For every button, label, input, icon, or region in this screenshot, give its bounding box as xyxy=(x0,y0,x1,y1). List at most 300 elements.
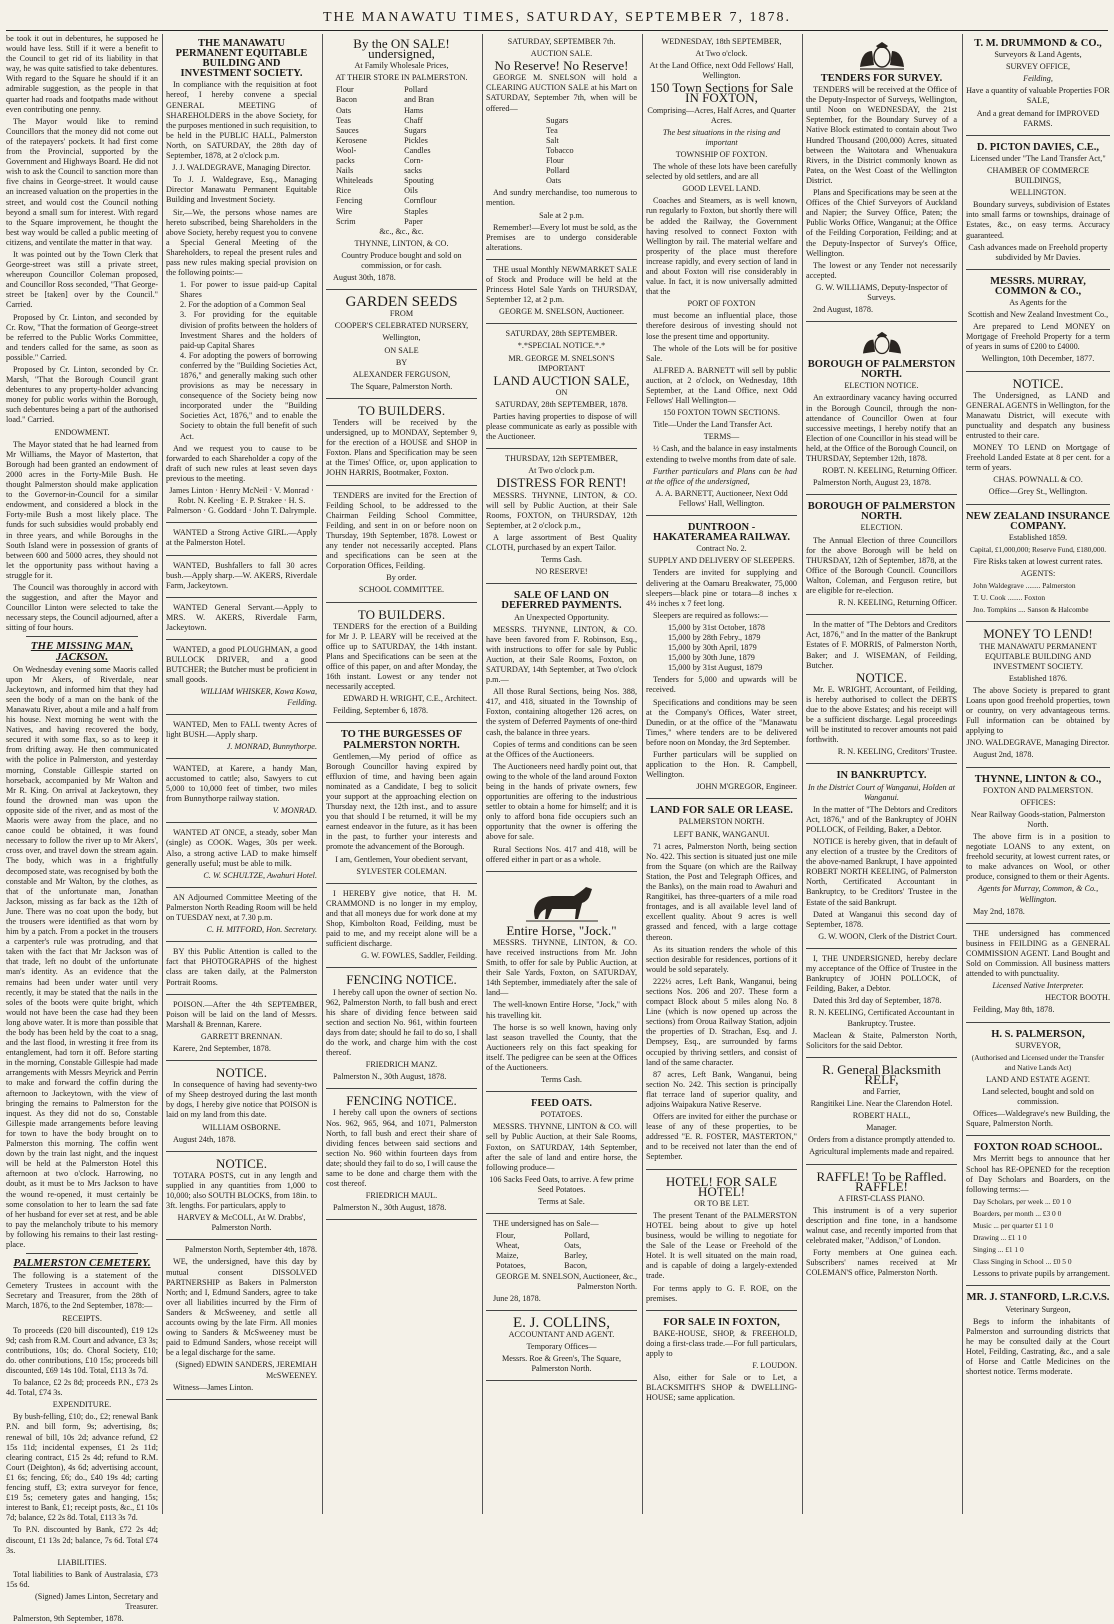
signature: HARVEY & McCOLL, At W. Drabbs', Palmerston North. xyxy=(177,1213,306,1233)
ad-text: BY this Public Attention is called to the fact that PHOTOGRAPHS of the highest class are taken daily, at the Palmerston Portrait Rooms. xyxy=(166,947,317,987)
ad-text: Dated this 3rd day of September, 1878. xyxy=(813,996,942,1006)
ad-poison xyxy=(166,997,317,1061)
ad-subtitle: LAND AND ESTATE AGENT. xyxy=(986,1074,1090,1084)
ad-fowles xyxy=(326,886,477,969)
list-item: 15,000 by 31st August, 1879 xyxy=(668,663,763,673)
ad-text: To J. J. Waldegrave, Esq., Managing Director Manawatu Permanent Equitable Building and Investment Society. xyxy=(166,175,317,205)
ad-pownall xyxy=(966,374,1110,505)
ad-subtitle: WELLINGTON. xyxy=(1009,188,1066,198)
ad-title: R. General Blacksmith RELF, xyxy=(822,1061,941,1087)
list-item: Boarders, per month ... £3 0 0 xyxy=(973,1208,1062,1218)
ad-text: Rural Sections Nos. 417 and 418, will be offered either in part or as a whole. xyxy=(486,844,637,864)
ad-title: FENCING NOTICE. xyxy=(346,972,457,988)
ad-text: WANTED, a good PLOUGHMAN, a good BULLOCK DRIVER, and a good BUTCHER; the Butcher must be proficient in small goods. xyxy=(166,645,317,685)
ad-palmerson-surveyor xyxy=(966,1025,1110,1137)
ad-text: TENDERS for the erection of a Building for Mr J. P. LEARY will be received at the office up to SATURDAY, the 14th instant. Plans and Specifications can be seen at the office of this paper, on and after Monday, the 16th instant. Lowest or any tender not necessarily accepted. xyxy=(326,621,477,692)
ad-text: Established 1859. xyxy=(1008,532,1068,542)
ad-text: Lessons to private pupils by arrangement. xyxy=(973,1269,1110,1279)
ad-text: ON SALE xyxy=(384,345,419,355)
ad-text: Cash advances made on Freehold property subdivided by Mr Davies. xyxy=(968,242,1108,262)
ad-text: And sundry merchandise, too numerous to mention. xyxy=(486,188,637,208)
ad-title: BOROUGH OF PALMERSTON NORTH. xyxy=(807,501,956,523)
ad-subtitle: SUPPLY AND DELIVERY OF SLEEPERS. xyxy=(648,556,795,566)
list-item: Kerosene xyxy=(336,135,367,145)
ad-text: Manager. xyxy=(866,1123,897,1133)
ad-text: Gentlemen,—My period of office as Borough Councillor having expired by effluxion of time, and having been again nominated as a Candidate, I beg to solicit your support at the approaching election on Thursday next, the 12th inst., and to assure you that should I be returned, it will be my earnest endeavor in the future, as it has been in the past, to further your interests and promote the advancement of the Borough. xyxy=(326,751,477,852)
ad-title: FENCING NOTICE. xyxy=(346,1093,457,1109)
ad-garden-seeds xyxy=(326,292,477,399)
signature: WILLIAM OSBORNE. xyxy=(202,1122,281,1132)
ad-title: NOTICE. xyxy=(216,1155,267,1171)
ad-text: TOTARA POSTS, cut in any length and supplied in any quantities from 1,000 to 10,000; also SOUTH BLOCKS, from 18in. to 3ft. lengths. For particulars, apply to xyxy=(166,1170,317,1211)
list-item: 1. For power to issue paid-up Capital Shares xyxy=(180,280,317,300)
list-item: Spouting xyxy=(404,176,434,186)
ad-title: TO BUILDERS. xyxy=(357,606,446,622)
ad-text: I HEREBY give notice, that H. M. CRAMMOND is no longer in my employ, and that all moneys due for work done at my Shop, Kimbolton Road, Feilding, must be paid to me, and my receipt alone will be a sufficient discharge. xyxy=(326,888,477,949)
signature: GARRETT BRENNAN. xyxy=(200,1031,283,1041)
ad-text: OFFICES: xyxy=(1020,797,1056,807)
article-text: Total liabilities to Bank of Australasia, £73 15s 6d. xyxy=(6,1569,158,1589)
ad-feilding-school xyxy=(326,488,477,603)
ad-text: The present Tenant of the PALMERSTON HOTEL being about to give up hotel business, would be willing to negotiate for the Sale of the Lease or Freehold of the Hotel. It is well situated on the main road, and is capable of doing a largely-extended trade. xyxy=(646,1210,797,1281)
list-item: Drawing ... £1 1 0 xyxy=(973,1233,1027,1243)
ad-title: MR. GEORGE M. SNELSON'S IMPORTANT xyxy=(508,353,615,373)
article-text: On Wednesday evening some Maoris called upon Mr Akers, of Riverdale, near Jackeytown, and informed him that they had seen the body of a man on the bank of the Manawatu River, about a mile and a half from his house. Next morning he went with the Natives, and having recovered the body, secured it with some flax, so as to keep it from drifting away. He then communicated with the police in Palmerston, and yesterday morning, Constable Gillespie started on horseback, accompanied by Mr Walton and Mr R. King. On arrival at Jackeytown, they found the drowned man was upon the opposite side of the river, and as most of the Maoris were away from the place, and no canoe could be obtained, it was found necessary to follow the river up to Mr Akers', cross over, and travel down the stream again. The body, which was in a frightfully decomposed state, was recognised by both the constable and Mr Walton, by the clothes, as that of the unfortunate man, Jonathan Jackson, missing as far back as the 12th of June. There was no coat upon the body, but the trousers were identified as that worn by him by a patch. From a pocket in the trousers a carpenter's rule was protruding, and that taken with the fact that Mr Jackson was of that trade, left no doubt of the unfortunate man's identity. As an evidence that the remains had been under water until very recently, it may be stated that the nails in the soles of the boots were quite bright, which would not have been the case had they been long above water. It is more than possible that the body has been held by the coat to a snag, and the last flood, in wresting it free from its entanglement, had torn it off. Before starting in the morning, Constable Gillespie had made arrangements with Messrs Meyrick and Perrin to make and forward the coffin during the afternoon to Jackeytown, with the view of bringing the remains to Palmerston for the inquest. As they did not do so, Constable Gillespie made arrangements before leaving for town to have the body brought on to Palmerston this morning. The coffin went down by the train last night, and the inquest will be held at the Palmerston Hotel this afternoon at two o'clock. Harrowing, no doubt, as it must be to Mrs Jackson to have the wound re-opened, it must certainly be some consolation to her to learn the sad fate of her husband for ever set at rest, and be able to pay the melancholy tribute to his memory by following his remains to their last resting-place. xyxy=(6,664,158,1249)
ad-title: SALE OF LAND ON DEFERRED PAYMENTS. xyxy=(501,590,622,612)
ad-text: *.*SPECIAL NOTICE.*.* xyxy=(517,341,606,351)
ad-text: Title—Under the Land Transfer Act. xyxy=(653,420,773,430)
ad-wanted-ploughman xyxy=(166,642,317,715)
subheading: ENDOWMENT. xyxy=(54,427,110,437)
ad-text: The Auctioneers need hardly point out, that owing to the whole of the land around Foxton being in the hands of private owners, few opportunities are offering to the industrious settler to obtain a home for himself; and it is only to afford bona fide occupiers such an opportunity that the owner is offering the above for sale. xyxy=(486,761,637,842)
ad-election-notice xyxy=(806,324,957,495)
list-item: Sugars xyxy=(404,125,427,135)
ad-text: The Square, Palmerston North. xyxy=(350,381,453,391)
ad-text: The above Society is prepared to grant Loans upon good freehold properties, town or country, on very advantageous terms. Full information can be obtained by applying to xyxy=(966,685,1110,736)
ad-subtitle: GOOD LEVEL LAND. xyxy=(682,184,761,194)
ad-trustee-acceptance xyxy=(806,951,957,1058)
ad-subtitle: TOWNSHIP OF FOXTON. xyxy=(675,149,768,159)
article-text: By bush-felling, £10; do., £2; renewal Bank P.N. and bill form, 9s; advertising, 8s; renewal of bill, 10s 2d; advance refund, £2 15s 11d; incidental expenses, £1 2s 11d; clearing contract, £15 2s 4d; refund to R.M. Court (Deighton), 4s 6d; advertising account, £1 6s; fencing, £6; do., £40 19s 4d; carting fencing stuff, £3; extra surveyor for fence, £19 5s; cemetery gates and hanging, 15s; interest to Bank, £1; receipt posts, &c., £1 10s 7d; balance, £2 2s 8d. Total, £113 3s 7d. xyxy=(6,1412,158,1523)
ad-title: MR. J. STANFORD, L.R.C.V.S. xyxy=(966,1292,1110,1304)
ad-text: And we request you to cause to be forwarded to each Shareholder a copy of the draft of such new rules at least seven days previous to the meeting. xyxy=(166,443,317,483)
ad-text: Coaches and Steamers, as is well known, run regularly to Foxton, but shortly there will be added the Railway, the Government having resolved to connect Foxton with Wellington by rail. The material welfare and prosperity of the place must therefore increase rapidly, and every section of land in and about Foxton will rise considerably in value. In fact, it is now universally admitted that the xyxy=(646,196,797,297)
ad-title: DISTRESS FOR RENT! xyxy=(496,475,627,491)
ad-text: Fire Risks taken at lowest current rates. xyxy=(973,556,1103,566)
article-text: The Mayor would like to remind Councillors that the money did not come out of the ratepayers' pockets. It had first come from the Provincial, supported by the Government and Highways Board. He did not wish to ask the Council to sanction more than five chains in George-street. It would cause an increased valuation on the properties in the street, and would cost the Council nothing beyond a small sum for interest. With regard to the Square improvement, he thought the best way would be called a public meeting of citizens, and ventilate the matter in that way. xyxy=(6,116,158,247)
signature: (Signed) James Linton, Secretary and Treasurer. xyxy=(34,1591,158,1612)
list-item: T. U. Cook ........ Foxton xyxy=(973,593,1046,603)
signature: SYLVESTER COLEMAN. xyxy=(356,866,447,876)
ad-text: Contract No. 2. xyxy=(696,544,747,554)
list-item: Music ... per quarter £1 1 0 xyxy=(973,1221,1054,1230)
column-2 xyxy=(164,34,319,1518)
ad-text: At Two o'clock p.m. xyxy=(528,466,595,476)
article-text: The following is a statement of the Cemetery Trustees in account with the Secretary and Treasurer, from the 28th of March, 1876, to the 2nd September, 1878:— xyxy=(6,1271,158,1311)
article-text: Proposed by Cr. Linton, seconded by Cr. Marsh, "That the Borough Council grant debentures to any property-holder advancing money for public works within the Borough, such debentures being a part of the authorised load." Carried. xyxy=(6,365,158,425)
column-7 xyxy=(964,34,1112,1518)
ad-nz-insurance xyxy=(966,507,1110,623)
ad-title: T. M. DRUMMOND & CO., xyxy=(974,38,1102,49)
signature: C. W. SCHULTZE, Awahuri Hotel. xyxy=(203,870,317,880)
ad-text: Office—Grey St., Wellington. xyxy=(988,487,1088,497)
ad-text: ½ Cash, and the balance in easy instalments extending to twelve months from date of sale. xyxy=(646,444,797,464)
goods-left xyxy=(336,85,399,226)
ad-text: Offers are invited for either the purchase or lease of any of these properties, to be addressed "E. R. FOSTER, MASTERTON," and to be received not later than the end of September. xyxy=(646,1112,797,1162)
ad-survey-tenders xyxy=(806,34,957,322)
goods-left xyxy=(496,1231,559,1271)
ad-title: FOR SALE IN FOXTON, xyxy=(663,1316,780,1328)
ad-title: TENDERS FOR SURVEY. xyxy=(820,73,943,84)
ad-text: NOTICE is hereby given, that in default of any election of a trustee by the Creditors of the above-named Bankrupt, I have appointed ROBERT NORTH KEELING, of Palmerston North, Certificated Accountant in Bankruptcy, to be Creditors' Trustee in the Estate of the said Bankrupt. xyxy=(806,837,957,907)
ad-text: And a great demand for IMPROVED FARMS. xyxy=(976,108,1100,128)
ad-text: The whole of these lots have been carefully selected by old settlers, and are all xyxy=(646,162,797,182)
ad-subtitle: ELECTION. xyxy=(860,523,903,533)
list-item: Pollard xyxy=(546,166,570,176)
ad-subtitle: THE MANAWATU PERMANENT EQUITABLE BUILDING AND INVESTMENT SOCIETY. xyxy=(979,641,1097,671)
list-item: Scrim xyxy=(336,216,356,226)
sleepers-schedule xyxy=(668,623,797,673)
ad-collins xyxy=(486,1313,637,1381)
article-text: The Mayor stated that he had learned from Mr Williams, the Mayor of Masterton, that Borough had been granted an endowment of 2000 acres in the Forty-Mile Bush. He thought Palmerston should make application to the Governor-in-Council for a similar endowment, and considered a block in the Forty-mile Bush a most likely place. The funds for such subsidies would probably end in three years, and while Boroughs in the South Island were in possession of grants of between 600 and 5000 acres, they should not let the opportunity pass without having a struggle for it. xyxy=(6,439,158,580)
list-item: Nails xyxy=(336,166,354,176)
ad-land-auction xyxy=(486,326,637,449)
list-item: Pollard, xyxy=(564,1231,590,1241)
list-item: Hams xyxy=(404,105,424,115)
ad-wanted-karere xyxy=(166,761,317,823)
ad-text: Agents for Murray, Common, & Co., Wellington. xyxy=(977,884,1099,904)
ad-text: In the matter of "The Debtors and Creditors Act, 1876," and of the Bankruptcy of JOHN POLLOCK, of Feilding, Baker, a Debtor. xyxy=(806,804,957,834)
ad-text: Country Produce bought and sold on commission, or for cash. xyxy=(341,250,462,270)
ad-text: BY xyxy=(395,357,408,367)
ad-date: THURSDAY, 12th SEPTEMBER, xyxy=(505,454,618,464)
ad-title: THYNNE, LINTON & CO., xyxy=(974,773,1102,785)
article-heading: THE MISSING MAN, JACKSON. xyxy=(30,640,134,663)
signature: ROBT. N. KEELING, Returning Officer. xyxy=(822,466,957,476)
ad-text: At the Land Office, next Odd Fellows' Hall, Wellington. xyxy=(649,61,794,81)
ad-text: WANTED, Men to FALL twenty Acres of light BUSH.—Apply sharp. xyxy=(166,719,317,739)
ad-text: The well-known Entire Horse, "Jock," with his travelling kit. xyxy=(486,1000,637,1020)
ad-text: AN Adjourned Committee Meeting of the Palmerston North Reading Room will be held on TUESDAY next, at 7.30 p.m. xyxy=(166,892,317,923)
ad-duntroon-railway xyxy=(646,518,797,799)
signature: GEORGE M. SNELSON, Auctioneer. xyxy=(498,307,625,317)
article-text: To P.N. discounted by Bank, £72 2s 4d; discount, £1 13s 2d; balance, 7s 6d. Total £74 3s. xyxy=(6,1525,158,1555)
ad-text: In the District Court of Wanganui, Holden at Wanganui. xyxy=(807,782,956,802)
ad-drummond xyxy=(966,34,1110,136)
ad-picton-davies xyxy=(966,138,1110,270)
ad-subtitle: 150 FOXTON TOWN SECTIONS. xyxy=(663,408,780,418)
ad-text: All those Rural Sections, being Nos. 388, 417, and 418, situated in the Township of Foxton, containing altogether 126 acres, on the system of Deferred Payments of one-third cash, the balance in three years. xyxy=(486,687,637,737)
ad-subtitle: PALMERSTON NORTH. xyxy=(678,817,765,827)
dateline: Palmerston N., 30th August, 1878. xyxy=(333,1203,447,1213)
column-6 xyxy=(804,34,959,1518)
ad-text: Tenders are invited for supplying and delivering at the Oamaru Breakwater, 75,000 sleepers—black pine or totara—8 inches x 4½ inches x 7 feet long. xyxy=(646,568,797,608)
ad-text: Tenders for 5,000 and upwards will be received. xyxy=(646,675,797,695)
list-item: Maize, xyxy=(496,1251,519,1261)
ad-notice-osborne xyxy=(166,1063,317,1152)
list-item: Day Scholars, per week ... £0 1 0 xyxy=(973,1196,1071,1206)
ad-text: Mr. E. WRIGHT, Accountant, of Feilding, is hereby authorised to collect the DEBTS due to the above Estates; and his receipt will be a sufficient discharge. Legal proceedings will be instituted to recover amounts not paid forthwith. xyxy=(806,684,957,745)
masthead-rule xyxy=(6,30,1108,31)
ad-text: A large assortment of Best Quality CLOTH, purchased by an expert Tailor. xyxy=(486,532,637,553)
ad-text: NO RESERVE! xyxy=(535,567,588,577)
ad-subtitle: and Farrier, xyxy=(862,1086,901,1096)
ad-text: Begs to inform the inhabitants of Palmerston and surrounding districts that he may be consulted daily at the Court Hotel, Feilding, Castrating, &c., and a sale of Horse and Cattle Medicines on the shortest notice. Terms moderate. xyxy=(966,1316,1110,1377)
ad-newmarket-sale xyxy=(486,262,637,324)
column-rule xyxy=(642,34,643,1514)
ad-text: Wellington, xyxy=(382,333,421,343)
goods-list xyxy=(326,85,477,226)
article-text: It was pointed out by the Town Clerk that George-street was still a private street, whereupon Councillor Coleman proposed, and Councillor Ross seconded, "That George-street be [taken] over by the Council." Carried. xyxy=(6,249,158,310)
ad-text: The whole of the Lots will be for positive Sale. xyxy=(646,343,797,363)
ad-text: Established 1876. xyxy=(1008,673,1068,683)
ad-piano-raffle xyxy=(806,1167,957,1285)
ad-deferred-payments xyxy=(486,586,637,871)
dateline: Palmerston North, September 4th, 1878. xyxy=(184,1245,317,1255)
ad-text: The lowest or any Tender not necessarily accepted. xyxy=(806,260,957,280)
subheading: EXPENDITURE. xyxy=(52,1400,112,1410)
list-item: Tobacco xyxy=(546,145,574,155)
list-item: Wheat, xyxy=(496,1241,520,1251)
ad-text: In the matter of "The Debtors and Creditors Act, 1876," and In the matter of the Bankrupt Estates of F. MORRIS, of Palmerston North, Baker; and J. WISEMAN, of Feilding, Butcher. xyxy=(806,620,957,670)
ad-title: BOROUGH OF PALMERSTON NORTH. xyxy=(807,359,956,381)
article-text: The Council was thoroughly in accord with the suggestion, and after the Mayor and Councillor Linton were selected to take the necessary steps, the Council adjourned, after a sitting of four hours. xyxy=(6,582,158,633)
list-item: Staples xyxy=(404,206,428,216)
list-item: Barley, xyxy=(564,1251,588,1261)
dateline: June 28, 1878. xyxy=(493,1293,541,1303)
list-item: John Waldegrave ........ Palmerston xyxy=(973,581,1076,591)
subheading: RECEIPTS. xyxy=(62,1313,102,1323)
ad-title: NOTICE. xyxy=(856,669,907,685)
signature: CHAS. POWNALL & CO. xyxy=(993,475,1083,485)
ad-text: MESSRS. THYNNE, LINTON, & CO. will sell by Public Auction, at their Sale Rooms, FOXTON, on THURSDAY, 12th September, at 2 o'clock p.m., xyxy=(486,490,637,530)
ad-title: D. PICTON DAVIES, C.E., xyxy=(976,141,1100,153)
list-item: Potatoes, xyxy=(496,1261,526,1271)
ad-text: An extraordinary vacancy having occurred in the Borough Council, through the non-attendance of Councillor Owen at four successive meetings, I hereby notify that an Election of one Councillor in his stead will be held, at the Office of the Borough Council, on THURSDAY, September 12th, 1878. xyxy=(806,393,957,463)
ad-text: The best situations in the rising and important xyxy=(662,127,781,147)
ad-distress-rent xyxy=(486,451,637,584)
ad-fencing-manz xyxy=(326,970,477,1089)
ad-text: Messrs. Roe & Green's, The Square, Palmerston North. xyxy=(501,1354,622,1374)
ad-title: TO BUILDERS. xyxy=(357,402,446,418)
ad-wanted-girl xyxy=(166,525,317,555)
ad-text: Parties having properties to dispose of will please communicate as early as possible with the Auctioneer. xyxy=(486,412,637,442)
ad-text: Near Railway Goods-station, Palmerston North. xyxy=(970,809,1106,829)
ad-date: SATURDAY, 28th SEPTEMBER. xyxy=(505,329,618,339)
article-text: To proceeds (£20 bill discounted), £19 12s 9d; cash from R.M. Court and advance, £3 3s; contributions, 10s; do. Choral Society, £10; do. other contributions, £10 15s; proceeds bill discounted, £69 14s 10d. Total, £113 3s 7d. xyxy=(6,1325,158,1375)
list-item: Flour, xyxy=(496,1231,516,1241)
ad-text: ON xyxy=(555,387,568,397)
column-1 xyxy=(4,34,160,1624)
ad-burgesses xyxy=(326,725,477,883)
dateline: Karere, 2nd September, 1878. xyxy=(173,1043,271,1053)
ad-title: AUCTION SALE. xyxy=(530,49,593,59)
ad-title: MONEY TO LEND! xyxy=(983,626,1093,642)
column-rule xyxy=(482,34,483,1514)
ad-text: Terms Cash. xyxy=(541,1075,582,1085)
ad-wanted-men xyxy=(166,717,317,759)
signature: F. LOUDON. xyxy=(752,1361,797,1371)
ad-text: Maclean & Staite, Palmerston North, Solicitors for the said Debtor. xyxy=(806,1030,957,1050)
signature: R. N. KEELING, Returning Officer. xyxy=(838,598,957,608)
ad-text: I am, Gentlemen, Your obedient servant, xyxy=(335,854,468,864)
list-item: Tea xyxy=(546,125,558,135)
ad-title: THE MANAWATU PERMANENT EQUITABLE BUILDING AND INVESTMENT SOCIETY. xyxy=(175,38,308,80)
ad-auction-sale xyxy=(486,34,637,260)
signature: J. MONRAD, Bunnythorpe. xyxy=(226,741,317,751)
list-item: Paper xyxy=(404,216,423,226)
goods-list xyxy=(486,1231,637,1271)
ad-text: Are prepared to Lend MONEY on Mortgage of Freehold Property for a term of years in sums of £200 to £4000. xyxy=(966,322,1110,352)
list-item: Flour xyxy=(546,156,564,166)
ad-text: As its situation renders the whole of this section desirable for residences, portions of it would be sold separately. xyxy=(646,944,797,974)
ad-text: 222½ acres, Left Bank, Wanganui, being sections Nos. 206 and 207. These form a compact Block about 5 miles along No. 8 Line (which is now opened up across the sections) from Oroua Railway Station, adjoin the properties of D. Strachan, Esq. and J. Dempsey, Esq., are surrounded by farms occupied by thriving settlers, and consist of land of the same character. xyxy=(646,976,797,1067)
list-item: Bacon, xyxy=(564,1261,588,1271)
ad-text: The Undersigned, as LAND and GENERAL AGENTS in Wellington, for the Manawatu District, will execute with punctuality and despatch any business entrusted to their care. xyxy=(966,390,1110,440)
goods-list xyxy=(546,116,637,187)
ad-text: &c., &c., &c. xyxy=(379,226,424,236)
ad-title: H. S. PALMERSON, xyxy=(991,1028,1085,1040)
ad-text: WANTED General Servant.—Apply to MRS. W. AKERS, Riverdale Farm, Jackeytown. xyxy=(166,602,317,632)
ad-date: SATURDAY, SEPTEMBER 7th. xyxy=(507,37,616,46)
ad-title: HOTEL! FOR SALE HOTEL! xyxy=(665,1173,778,1199)
ad-builders-foxton xyxy=(326,401,477,486)
column-rule xyxy=(962,34,963,1514)
list-item: Candles xyxy=(404,145,431,155)
ad-text: COOPER'S CELEBRATED NURSERY, xyxy=(334,321,469,331)
ad-text: 106 Sacks Feed Oats, to arrive. A few prime Seed Potatoes. xyxy=(489,1174,634,1194)
ad-text: ALEXANDER FERGUSON, xyxy=(352,369,451,379)
ad-foxton-road-school xyxy=(966,1138,1110,1286)
ad-text: Mrs Merritt begs to announce that her School has RE-OPENED for the reception of Day Scholars and Boarders, on the following terms:— xyxy=(966,1154,1110,1194)
ad-text: I, THE UNDERSIGNED, hereby declare my acceptance of the Office of Trustee in the Bankruptcy of JOHN POLLOCK, of Feilding, Baker, a Debtor. xyxy=(806,953,957,994)
ad-subtitle: Comprising—Acres, Half Acres, and Quarter Acres. xyxy=(647,105,796,125)
column-rule xyxy=(802,34,803,1514)
dateline: Wellington, 10th December, 1877. xyxy=(981,354,1095,364)
list-item: Singing ... £1 1 0 xyxy=(973,1245,1024,1255)
ad-entire-horse xyxy=(486,874,637,1092)
ad-text: THE usual Monthly NEWMARKET SALE of Stock and Produce will be held at the Princess Hotel Sale Yards on THURSDAY, September 12, at 2 p.m. xyxy=(486,264,637,305)
ad-text: WANTED, Bushfallers to fall 30 acres bush.—Apply sharp.—W. AKERS, Riverdale Farm, Jackeytown. xyxy=(166,560,317,590)
ad-annual-election xyxy=(806,497,957,615)
ad-title: MESSRS. MURRAY, COMMON & CO., xyxy=(990,275,1086,297)
ad-debtors-notice xyxy=(806,617,957,764)
list-item: 4. For adopting the powers of borrowing conferred by the "Building Societies Act, 1876," and generally making such other provisions as may be necessary in consequence of the Society being now incorporated under the "Building Societies Act, 1876," and to enable the Society to obtain the full benefit of such Act. xyxy=(180,350,317,441)
ad-title: FEED OATS. xyxy=(530,1098,593,1110)
ad-wanted-servant xyxy=(166,600,317,640)
ad-title: IN BANKRUPTCY. xyxy=(836,770,927,782)
list-item: Pickles xyxy=(404,135,428,145)
dateline: Palmerston, 9th September, 1878. xyxy=(13,1614,124,1624)
ad-subtitle: POTATOES. xyxy=(540,1110,583,1120)
ad-text: The above firm is in a position to negotiate LOANS to any extent, on freehold security, at lowest current rates, or to make advances on Wool, or other produce, consigned to them or their Agents. xyxy=(966,832,1110,882)
ad-text: In consequence of having had seventy-two of my Sheep destroyed during the last month by dogs, I hereby give notice that POISON is laid on my land from this date. xyxy=(166,1080,317,1120)
ad-partnership xyxy=(166,1242,317,1399)
ad-text: Also, either for Sale or to Let, a BLACKSMITH'S SHOP & DWELLING-HOUSE; same application. xyxy=(646,1373,797,1403)
divider xyxy=(26,1253,138,1254)
ad-wanted-cook xyxy=(166,825,317,887)
column-rule xyxy=(322,34,323,1514)
ad-text: Specifications and conditions may be seen at the Company's Offices, Water street, Dunedin, or at the office of the "Manawatu Times," where tenders are to be delivered before noon on Monday, the 3rd September. xyxy=(646,697,797,747)
column-5 xyxy=(644,34,799,1518)
ad-text: 71 acres, Palmerston North, being section No. 422. This section is situated just one mile from the Square (on which are the Railway Station, the Post and Telegraph Offices, and the Banks), on the main road to Awahuri and Rangitikei, has three-quarters of a mile road frontages, and is all available level land of excellent quality. About 9 acres is well grassed and fenced, with a large cottage thereon. xyxy=(646,841,797,942)
ad-text: Have a quantity of valuable Properties FOR SALE, xyxy=(966,86,1110,106)
list-item: Bacon xyxy=(336,95,357,105)
ad-title: LAND FOR SALE OR LEASE. xyxy=(650,805,793,817)
dateline: Palmerston N., 30th August, 1878. xyxy=(333,1072,447,1082)
signature: V. MONRAD. xyxy=(272,806,317,816)
list-item: Teas xyxy=(336,115,351,125)
signature: JOHN M'GREGOR, Engineer. xyxy=(696,782,797,792)
ad-on-sale xyxy=(326,34,477,290)
ad-text: Capital, £1,000,000; Reserve Fund, £180,000. xyxy=(969,544,1107,554)
article-text: be took it out in debentures, he supposed he would have less. Still if it were a benefit to the Council to get rid of its liability in that way, he was quite satisfied to take debentures. With regard to the Square he should if it an admirable suggestion, as the people in that quarter had roads and footpaths made without even contributing one penny. xyxy=(6,34,158,114)
ad-subtitle: Veterinary Surgeon, xyxy=(1005,1304,1071,1314)
ad-text: TENDERS will be received at the Office of the Deputy-Inspector of Surveys, Wellington, until Noon on WEDNESDAY, the 21st September, for the Boundary Survey of a Native Block estimated to contain about Two Hundred Thousand (200,000) Acres, situated between the Waitotara and Whenuakura Rivers, in the District commonly known as Patea, on the West Coast of the Wellington District. xyxy=(806,85,957,185)
ad-bankruptcy xyxy=(806,766,957,949)
ad-foxton-sections xyxy=(646,34,797,516)
list-item: 2. For the adoption of a Common Seal xyxy=(180,300,306,310)
list-item: 15,000 by 30th June, 1879 xyxy=(668,653,755,663)
ad-text: Remember!—Every lot must be sold, as the Premises are to undergo considerable alterations. xyxy=(486,222,637,252)
list-item: 15,000 by 28th Febry., 1879 xyxy=(668,632,761,642)
signature: R. N. KEELING, Creditors' Trustee. xyxy=(837,747,957,757)
ad-text: must become an influential place, those therefore desirous of investing should not lose the present time and opportunity. xyxy=(646,311,797,341)
list-item: Pollard and Bran xyxy=(404,85,434,105)
ad-text: Scottish and New Zealand Investment Co., xyxy=(967,310,1109,320)
ad-subtitle: PORT OF FOXTON xyxy=(687,299,756,309)
list-item: Salt xyxy=(546,135,559,145)
ad-hotel-sale xyxy=(646,1172,797,1311)
ad-subtitle: AT THEIR STORE IN PALMERSTON. xyxy=(335,73,468,83)
ad-text: THE undersigned has commenced business in FEILDING as a GENERAL COMMISSION AGENT. Land Bought and Sold on Commission. All business matters attended to with punctuality. xyxy=(966,928,1110,979)
ad-text: MONEY TO LEND on Mortgage of Freehold Landed Estate at 8 per cent. for a term of years. xyxy=(966,443,1110,473)
ad-text: Further particulars and Plans can be had at the office of the undersigned, xyxy=(646,466,797,486)
ad-text: At Two o'clock. xyxy=(695,49,748,59)
list-item: Oils xyxy=(404,186,418,196)
dateline: August 24th, 1878. xyxy=(173,1134,236,1144)
list-item: 15,000 by 30th April, 1879 xyxy=(668,643,757,653)
ad-title: RAFFLE! To be Raffled. RAFFLE! xyxy=(816,1168,947,1194)
ad-text: AGENTS: xyxy=(1020,569,1056,579)
ad-building-society-meeting xyxy=(166,34,317,523)
ad-thynne-linton xyxy=(966,770,1110,924)
ad-murray-common xyxy=(966,272,1110,372)
ad-text: Further particulars will be supplied on application to the Hon. R. Campbell, Wellington. xyxy=(646,750,797,780)
list-item: Flour xyxy=(336,85,354,95)
signature: (Signed) EDWIN SANDERS, JEREMIAH McSWEENEY. xyxy=(175,1360,317,1380)
dateline: Feilding, September 6, 1878. xyxy=(333,706,429,716)
ad-title: No Reserve! No Reserve! xyxy=(494,58,629,74)
list-item: Cornflour xyxy=(404,196,437,206)
ad-text: CHAMBER OF COMMERCE BUILDINGS, xyxy=(987,165,1089,186)
list-item: Wool-packs xyxy=(336,145,357,166)
ad-text: Licensed under "The Land Transfer Act," xyxy=(970,153,1106,163)
list-item: Sugars xyxy=(546,115,569,125)
ad-subtitle: LEFT BANK, WANGANUI. xyxy=(673,829,770,839)
signature: SCHOOL COMMITTEE. xyxy=(358,585,445,595)
signature: WILLIAM WHISKER, Kowa Kowa, Feilding. xyxy=(200,687,317,707)
ad-text: MESSRS. THYNNE, LINTON, & CO. have received instructions from Mr. John Smith, to offer for sale by Public Auction, at their Sale Yards, Foxton, on SATURDAY, 14th September, immediately after the sale of land— xyxy=(486,937,637,998)
column-rule xyxy=(162,34,163,1514)
list-item: Oats xyxy=(336,105,352,115)
ad-text: Terms Cash. xyxy=(541,555,582,565)
ad-title: E. J. COLLINS, xyxy=(512,1314,611,1331)
ad-hector-booth xyxy=(966,926,1110,1023)
ad-photographs xyxy=(166,944,317,994)
list-item: Jno. Tompkins .... Sanson & Halcombe xyxy=(973,605,1089,615)
ad-subtitle: OR TO BE LET. xyxy=(693,1198,750,1208)
